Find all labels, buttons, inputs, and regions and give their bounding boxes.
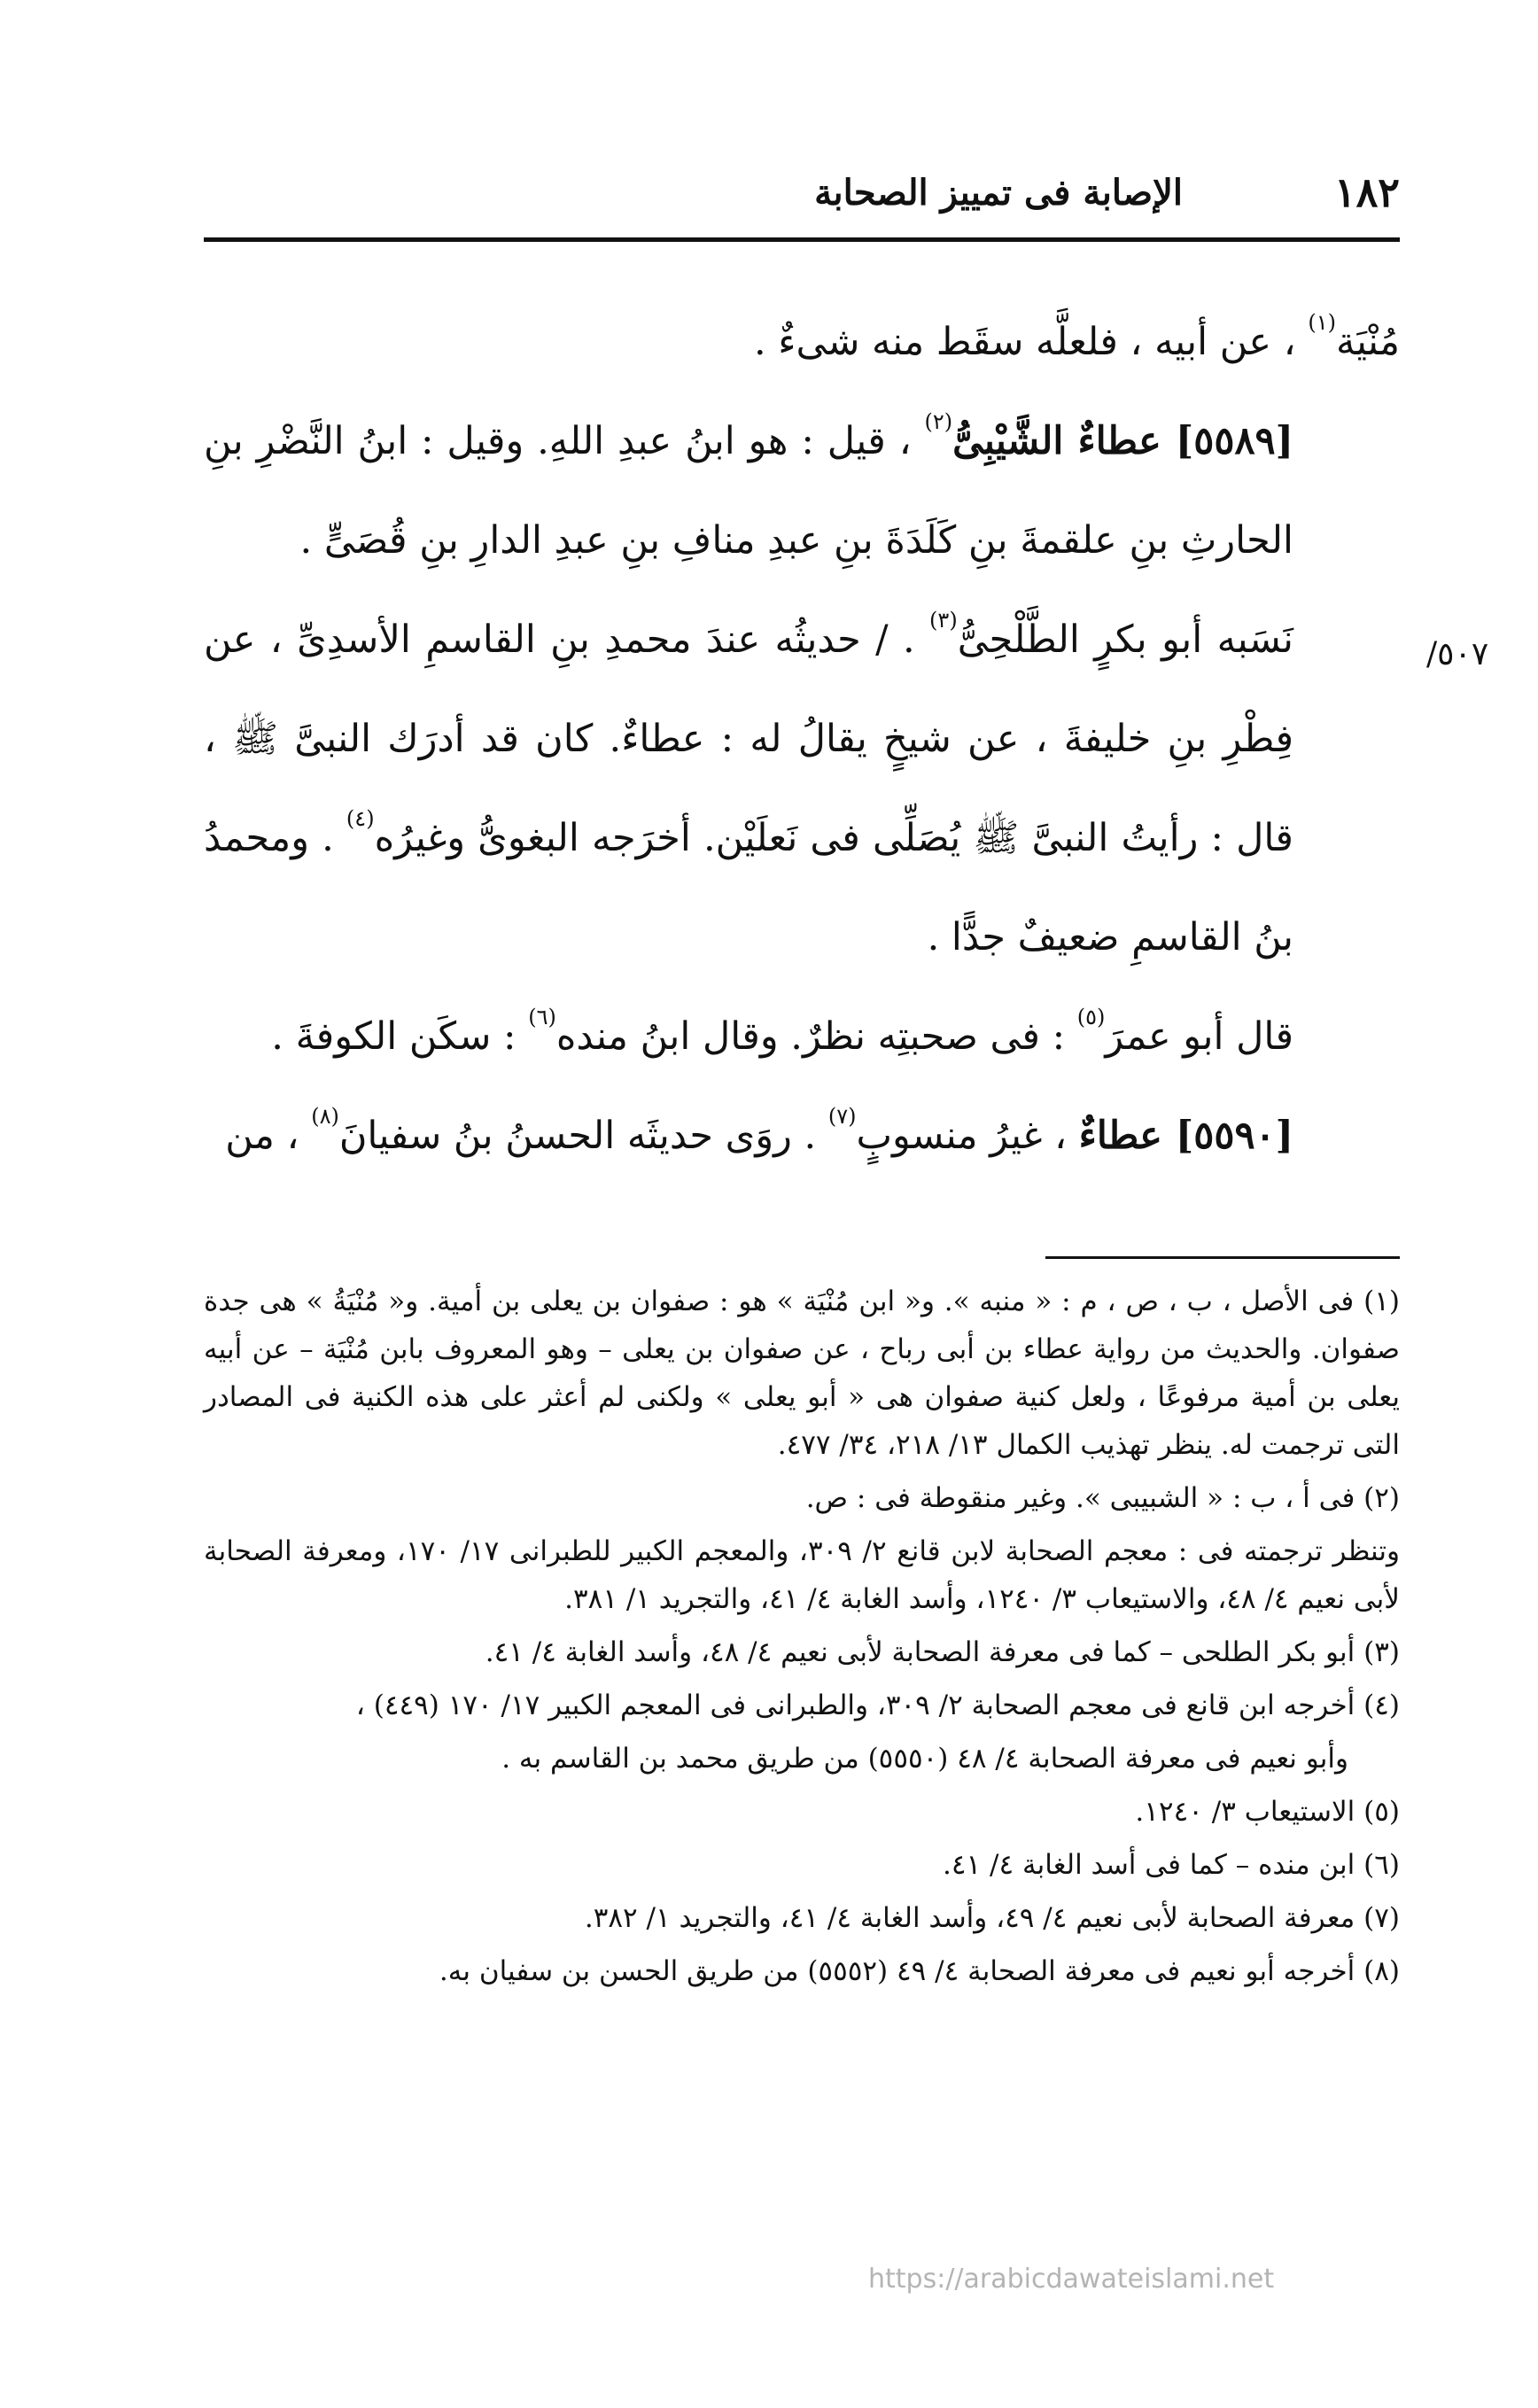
footnote-ref-3[interactable]: (٣) [929, 608, 958, 633]
footnote-8: (٨) أخرجه أبو نعيم فى معرفة الصحابة ٤/ ٤٩ (٥٥٥٢) من طريق الحسن بن سفيان به. [439, 1955, 1400, 1987]
main-text [204, 292, 1400, 1185]
running-title: الإصابة فى تمييز الصحابة [814, 172, 1183, 214]
footnote-ref-7[interactable]: (٧) [827, 1104, 857, 1129]
margin-page-reference: ٥٠٧/ [1426, 636, 1489, 672]
paragraph-attribution: نَسَبه أبو بكرٍ الطَّلْحِىُّ$^{(٣)}$ . / حديثُه عندَ محمدِ بنِ القاسمِ الأسدِىِّ ، عن فِطْرِ بنِ خليفةَ ، عن شيخٍ يقالُ له : عطاءٌ. كان قد أدرَك النبىَّ ﷺ ، قال : رأيتُ النبىَّ ﷺ يُصَلِّى فى نَعلَيْن. أخرَجه البغوىُّ وغيرُه$^{(٤)}$ . ومحمدُ بنُ القاسمِ ضعيفٌ جدًّا . [204, 608, 1293, 959]
footnote-rule [1045, 1256, 1400, 1259]
footnote-4-continued: وأبو نعيم فى معرفة الصحابة ٤/ ٤٨ (٥٥٥٠) من طريق محمد بن القاسم به . [501, 1743, 1348, 1775]
entry-heading-5589: [٥٥٨٩] عطاءٌ الشَّيْبِىُّ [952, 419, 1293, 463]
entry-heading-5590: [٥٥٩٠] عطاءٌ [1078, 1114, 1293, 1158]
footnotes [204, 1278, 1400, 2000]
footnote-6: (٦) ابن منده – كما فى أسد الغابة ٤/ ٤١. [943, 1849, 1400, 1881]
footnote-ref-8[interactable]: (٨) [311, 1104, 339, 1129]
page-number: ١٨٢ [1333, 168, 1400, 216]
entry-5589: [٥٥٨٩] عطاءٌ الشَّيْبِىُّ$^{(٢)}$ ، قيل : هو ابنُ عبدِ اللهِ. وقيل : ابنُ النَّضْرِ بنِ الحارثِ بنِ علقمةَ بنِ كَلَدَةَ بنِ عبدِ منافِ بنِ عبدِ الدارِ بنِ قُصَىٍّ . [204, 409, 1293, 563]
watermark: https://arabicdawateislami.net [868, 2264, 1275, 2295]
footnote-1: (١) فى الأصل ، ب ، ص ، م : « منبه ». و« ابن مُنْيَة » هو : صفوان بن يعلى بن أمية. و« مُنْيَةُ » هى جدة صفوان. والحديث من رواية عطاء بن أبى رباح ، عن صفوان بن يعلى – وهو المعروف بابن مُنْيَة – عن أبيه يعلى بن أمية مرفوعًا ، ولعل كنية صفوان هى « أبو يعلى » ولكنى لم أعثر على هذه الكنية فى المصادر التى ترجمت له. ينظر تهذيب الكمال ١٣/ ٢١٨، ٣٤/ ٤٧٧. [204, 1286, 1400, 1461]
footnote-7: (٧) معرفة الصحابة لأبى نعيم ٤/ ٤٩، وأسد الغابة ٤/ ٤١، والتجريد ١/ ٣٨٢. [584, 1902, 1400, 1934]
paragraph-opinions: قال أبو عمرَ$^{(٥)}$ : فى صحبتِه نظرٌ. وقال ابنُ منده$^{(٦)}$ : سكَن الكوفةَ . [271, 1005, 1293, 1059]
footnote-2: (٢) فى أ ، ب : « الشبيبى ». وغير منقوطة فى : ص. [805, 1482, 1400, 1514]
footnote-ref-2[interactable]: (٢) [924, 409, 953, 434]
header-rule [204, 237, 1400, 242]
footnote-2-continued: وتنظر ترجمته فى : معجم الصحابة لابن قانع ٢/ ٣٠٩، والمعجم الكبير للطبرانى ١٧/ ١٧٠، ومعرفة الصحابة لأبى نعيم ٤/ ٤٨، والاستيعاب ٣/ ١٢٤٠، وأسد الغابة ٤/ ٤١، والتجريد ١/ ٣٨١. [204, 1535, 1400, 1615]
footnote-3: (٣) أبو بكر الطلحى – كما فى معرفة الصحابة لأبى نعيم ٤/ ٤٨، وأسد الغابة ٤/ ٤١. [485, 1636, 1400, 1668]
footnote-4: (٤) أخرجه ابن قانع فى معجم الصحابة ٢/ ٣٠٩، والطبرانى فى المعجم الكبير ١٧/ ١٧٠ (٤٤٩) ، [355, 1689, 1400, 1721]
footnote-5: (٥) الاستيعاب ٣/ ١٢٤٠. [1135, 1796, 1400, 1828]
footnote-ref-5[interactable]: (٥) [1076, 1005, 1106, 1029]
paragraph-continuation: مُنْيَة$^{(١)}$ ، عن أبيه ، فلعلَّه سقَط منه شىءٌ . [753, 310, 1400, 364]
footnote-ref-1[interactable]: (١) [1308, 310, 1336, 335]
footnote-ref-4[interactable]: (٤) [346, 806, 375, 831]
footnote-ref-6[interactable]: (٦) [528, 1005, 556, 1029]
entry-5590: [٥٥٩٠] عطاءٌ ، غيرُ منسوبٍ$^{(٧)}$ . روَى حديثَه الحسنُ بنُ سفيانَ$^{(٨)}$ ، من [225, 1104, 1293, 1158]
page-header [204, 168, 1400, 221]
